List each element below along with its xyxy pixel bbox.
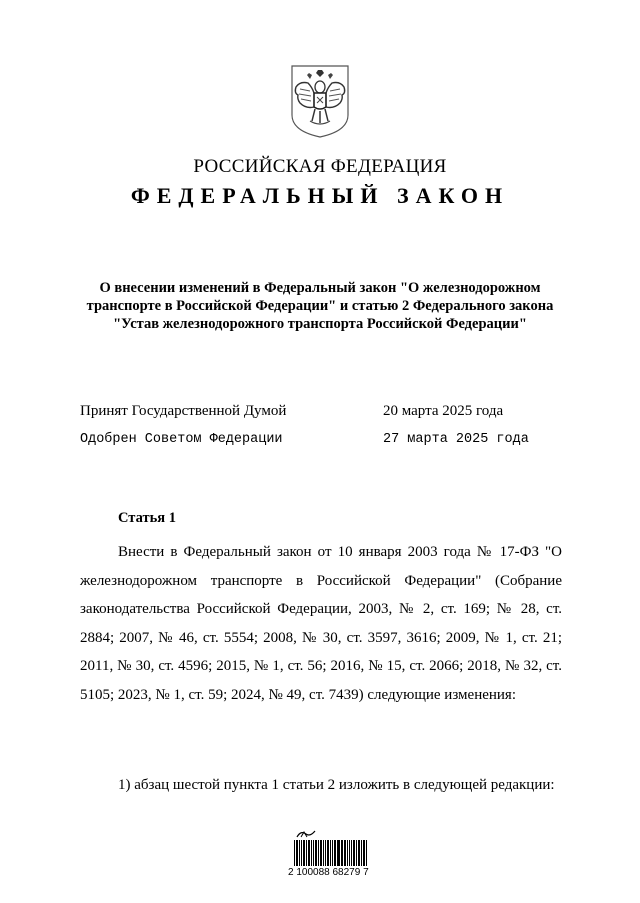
barcode-bar <box>325 840 326 866</box>
barcode-bar <box>301 840 302 866</box>
barcode-bar <box>299 840 300 866</box>
barcode-mark-icon <box>295 828 317 839</box>
barcode-bar <box>296 840 298 866</box>
law-title: О внесении изменений в Федеральный закон "О железнодорожном транспорте в Российской Федерации" и статью 2 Федерального закона "Устав железнодорожного транспорта Российской Федерации" <box>86 280 554 332</box>
barcode-bar <box>318 840 319 866</box>
barcode-bar <box>315 840 317 866</box>
barcode-icon <box>294 840 368 866</box>
barcode-bar <box>347 840 348 866</box>
adoption-date: 20 марта 2025 года <box>383 403 504 419</box>
barcode-bar <box>332 840 333 866</box>
country-name: РОССИЙСКАЯ ФЕДЕРАЦИЯ <box>193 156 447 177</box>
barcode <box>288 826 378 881</box>
barcode-bar <box>344 840 346 866</box>
barcode-bar <box>356 840 357 866</box>
coat-of-arms-icon <box>288 63 352 139</box>
barcode-bar <box>363 840 365 866</box>
barcode-bar <box>313 840 314 866</box>
barcode-bar <box>311 840 312 866</box>
barcode-bar <box>341 840 342 866</box>
barcode-number: 2 100088 68279 7 <box>288 867 369 878</box>
barcode-bar <box>353 840 355 866</box>
barcode-bar <box>303 840 306 866</box>
barcode-bar <box>320 840 323 866</box>
barcode-bar <box>294 840 295 866</box>
barcode-bar <box>330 840 331 866</box>
barcode-bar <box>358 840 361 866</box>
barcode-bar <box>351 840 352 866</box>
article-paragraph: Внести в Федеральный закон от 10 января 2003 года № 17-ФЗ "О железнодорожном транспорте в Российской Федерации" (Собрание законодательства Российской Федерации, 2003, № 2, ст. 169; № 28, ст. 2884; 2007, № 46, ст. 5554; 2008, № 30, ст. 3597, 3616; 2009, № 1, ст. 21; 2011, № 30, ст. 4596; 2015, № 1, ст. 56; 2016, № 15, ст. 2066; 2018, № 32, ст. 5105; 2023, № 1, ст. 59; 2024, № 49, ст. 7439) следующие изменения: <box>80 544 562 703</box>
barcode-bar <box>327 840 329 866</box>
barcode-bar <box>308 840 310 866</box>
barcode-bar <box>366 840 367 866</box>
barcode-bar <box>323 840 324 866</box>
barcode-bar <box>361 840 362 866</box>
article-item-1: 1) абзац шестой пункта 1 статьи 2 изложить в следующей редакции: <box>118 777 555 793</box>
barcode-bar <box>306 840 307 866</box>
barcode-bar <box>349 840 350 866</box>
adoption-label: Одобрен Советом Федерации <box>80 432 283 447</box>
barcode-bar <box>337 840 340 866</box>
adoption-date: 27 марта 2025 года <box>383 432 529 447</box>
article-heading: Статья 1 <box>118 510 176 526</box>
barcode-bar <box>342 840 343 866</box>
barcode-bar <box>334 840 336 866</box>
adoption-label: Принят Государственной Думой <box>80 403 287 419</box>
document-type: ФЕДЕРАЛЬНЫЙ ЗАКОН <box>130 183 510 208</box>
